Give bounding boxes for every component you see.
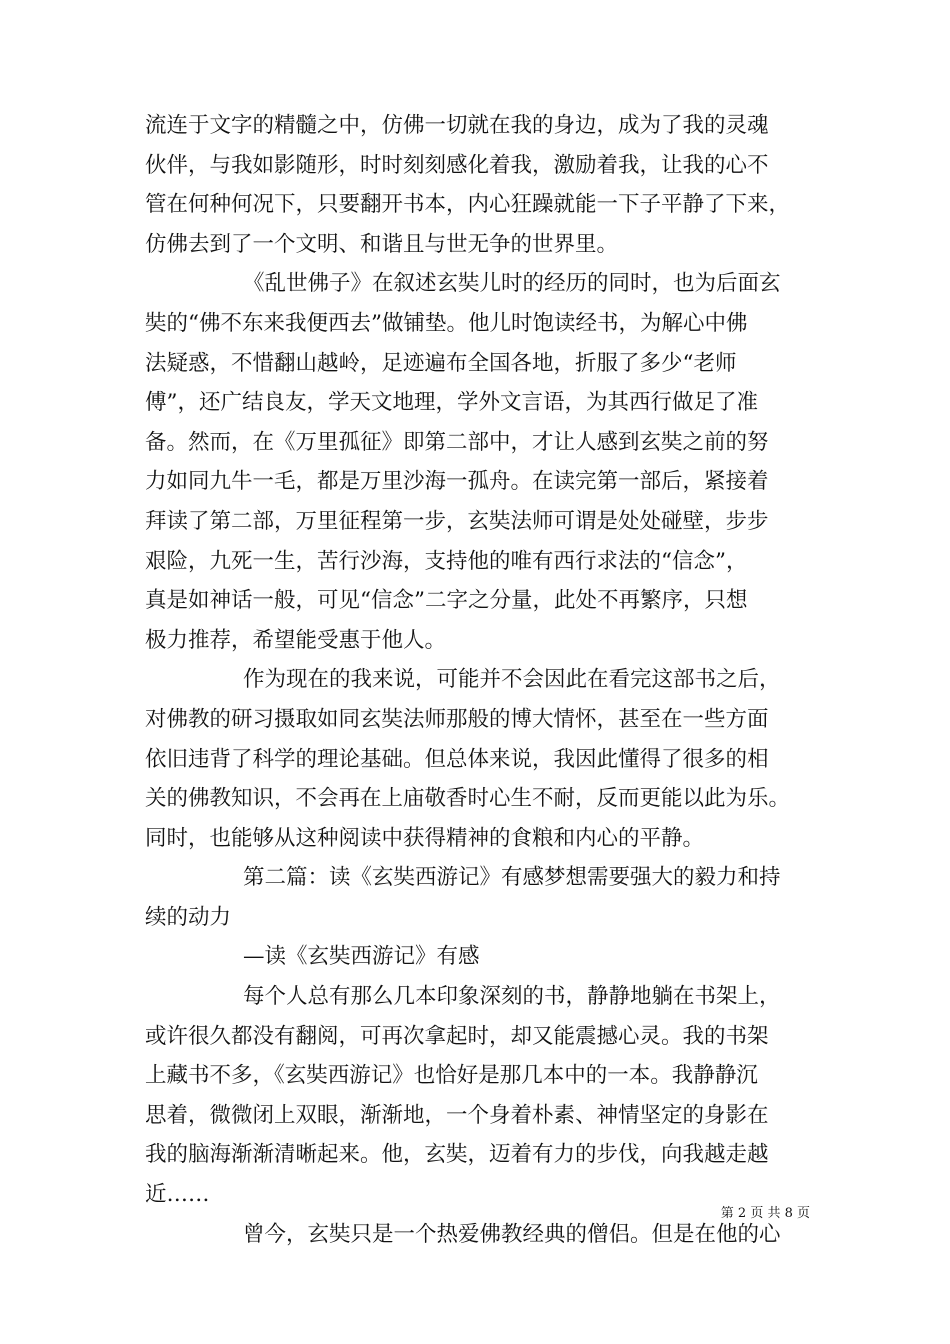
text-line: 奘的“佛不东来我便西去”做铺垫。他儿时饱读经书，为解心中佛 xyxy=(145,310,748,336)
text-line: 仿佛去到了一个文明、和谐且与世无争的世界里。 xyxy=(145,231,619,257)
text-line: 同时，也能够从这种阅读中获得精神的食粮和内心的平静。 xyxy=(145,825,705,851)
text-line: 上藏书不多，《玄奘西游记》也恰好是那几本中的一本。我静静沉 xyxy=(145,1063,758,1089)
subtitle-line: —读《玄奘西游记》有感 xyxy=(243,944,480,970)
text-line: 备。然而，在《万里孤征》即第二部中，才让人感到玄奘之前的努 xyxy=(145,429,769,455)
paragraph-start-line: 作为现在的我来说，可能并不会因此在看完这部书之后， xyxy=(243,667,781,693)
text-line: 傅”，还广结良友，学天文地理，学外文言语，为其西行做足了准 xyxy=(145,390,758,416)
text-line: 管在何种何况下，只要翻开书本，内心狂躁就能一下子平静了下来， xyxy=(145,192,791,218)
paragraph-start-line: 《乱世佛子》在叙述玄奘儿时的经历的同时，也为后面玄 xyxy=(243,271,781,297)
paragraph-start-line: 曾今，玄奘只是一个热爱佛教经典的僧侣。但是在他的心 xyxy=(243,1221,781,1247)
text-line: 极力推荐，希望能受惠于他人。 xyxy=(145,627,447,653)
text-line: 力如同九牛一毛，都是万里沙海一孤舟。在读完第一部后，紧接着 xyxy=(145,469,769,495)
text-line: 艰险，九死一生，苦行沙海，支持他的唯有西行求法的“信念”， xyxy=(145,548,748,574)
text-line: 依旧违背了科学的理论基础。但总体来说，我因此懂得了很多的相 xyxy=(145,746,769,772)
text-line: 伙伴，与我如影随形，时时刻刻感化着我，激励着我，让我的心不 xyxy=(145,152,769,178)
text-line: 流连于文字的精髓之中，仿佛一切就在我的身边，成为了我的灵魂 xyxy=(145,113,769,138)
text-line: 真是如神话一般，可见“信念”二字之分量，此处不再繁序，只想 xyxy=(145,588,748,614)
text-line: 或许很久都没有翻阅，可再次拿起时，却又能震撼心灵。我的书架 xyxy=(145,1023,769,1049)
paragraph-start-line: 每个人总有那么几本印象深刻的书，静静地躺在书架上， xyxy=(243,984,781,1010)
text-line: 思着，微微闭上双眼，渐渐地，一个身着朴素、神情坚定的身影在 xyxy=(145,1102,769,1128)
page-number-footer: 第 2 页 共 8 页 xyxy=(720,1206,810,1221)
text-line: 对佛教的研习摄取如同玄奘法师那般的博大情怀，甚至在一些方面 xyxy=(145,706,769,732)
section-heading-line: 第二篇：读《玄奘西游记》有感梦想需要强大的毅力和持 xyxy=(243,865,781,891)
text-line: 法疑惑，不惜翻山越岭，足迹遍布全国各地，折服了多少“老师 xyxy=(145,350,737,376)
text-line: 我的脑海渐渐清晰起来。他，玄奘，迈着有力的步伐，向我越走越 xyxy=(145,1142,769,1168)
text-line: 关的佛教知识，不会再在上庙敬香时心生不耐，反而更能以此为乐。 xyxy=(145,786,791,812)
text-line: 拜读了第二部，万里征程第一步，玄奘法师可谓是处处碰壁，步步 xyxy=(145,508,769,534)
text-line: 近…… xyxy=(145,1182,210,1208)
section-heading-line: 续的动力 xyxy=(145,904,232,930)
body-text xyxy=(145,106,810,1254)
